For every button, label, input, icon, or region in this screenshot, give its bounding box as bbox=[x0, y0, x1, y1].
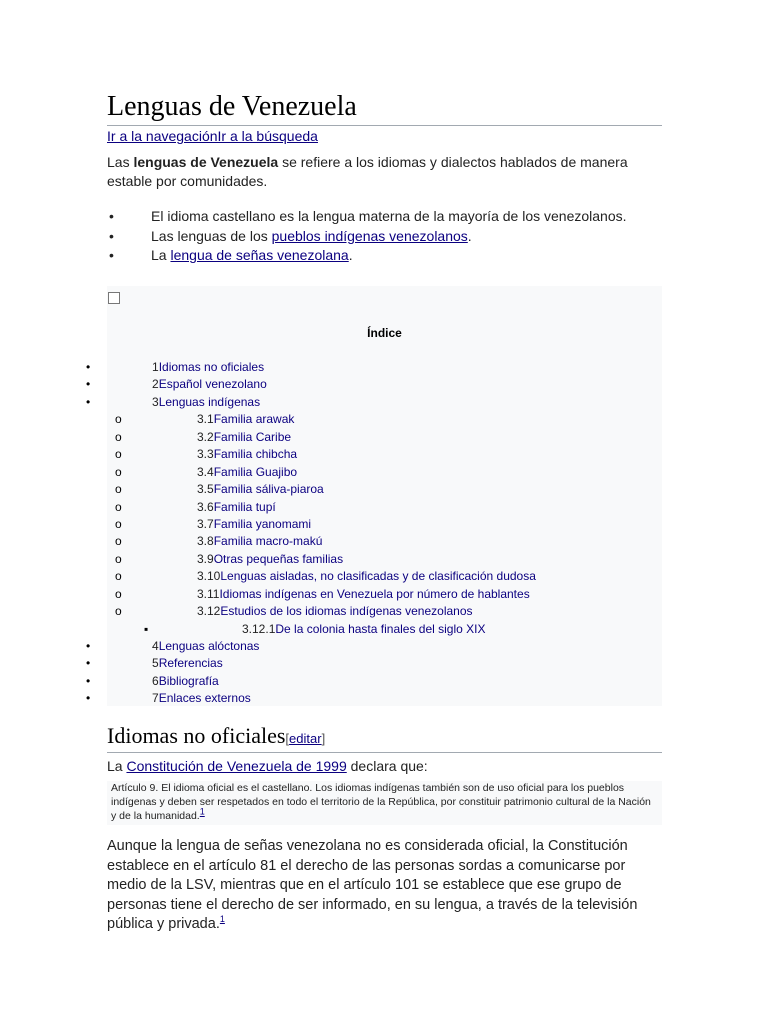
toc-item-entry[interactable] bbox=[197, 429, 291, 446]
intro-pre: Las bbox=[107, 154, 134, 170]
toc-item-number: 3.8 bbox=[197, 534, 214, 549]
bullet-text: La bbox=[151, 247, 171, 263]
bullet-marker: • bbox=[109, 208, 114, 224]
bullet-text: El idioma castellano es la lengua materna de la mayoría de los venezolanos. bbox=[151, 208, 627, 224]
toc-item-link[interactable]: Español venezolano bbox=[158, 377, 267, 392]
bullet-text: Las lenguas de los bbox=[151, 227, 272, 244]
toc-item-entry[interactable] bbox=[152, 655, 223, 672]
bullet-post: . bbox=[348, 247, 353, 263]
toc-item-number: 3.1 bbox=[197, 412, 214, 427]
toc-bullet-marker: • bbox=[86, 377, 91, 392]
edit-section-link-wrapper bbox=[285, 731, 325, 746]
toc-item-entry[interactable] bbox=[197, 603, 473, 620]
toc-item-number: 3.12 bbox=[197, 604, 221, 619]
constitution-sentence bbox=[107, 757, 428, 776]
toc-item-number: 3 bbox=[152, 394, 159, 409]
jump-to-navigation-link[interactable]: Ir a la navegación bbox=[107, 128, 218, 144]
toc-item-link[interactable]: Estudios de los idiomas indígenas venezolanos bbox=[220, 604, 473, 619]
toc-item-number: 7 bbox=[152, 691, 159, 706]
toc-item-number: 3.3 bbox=[197, 447, 214, 462]
toc-item-link[interactable]: Idiomas indígenas en Venezuela por número de hablantes bbox=[219, 586, 530, 601]
toc-item-entry[interactable] bbox=[197, 446, 297, 463]
toc-bullet-marker: o bbox=[115, 586, 122, 601]
pueblos-indigenas-link[interactable]: pueblos indígenas venezolanos bbox=[271, 227, 468, 244]
toc-bullet-marker: o bbox=[115, 482, 122, 497]
toc-item-entry[interactable] bbox=[197, 551, 343, 568]
toc-item-entry[interactable] bbox=[152, 359, 264, 376]
toc-bullet-marker: o bbox=[115, 551, 122, 566]
bullet-marker: • bbox=[109, 227, 114, 244]
toc-item-entry[interactable] bbox=[197, 533, 322, 550]
toc-item-number: 3.2 bbox=[197, 429, 214, 444]
list-item bbox=[107, 227, 627, 247]
toc-item-link[interactable]: Lenguas aisladas, no clasificadas y de clasificación dudosa bbox=[220, 569, 536, 584]
toc-item-number: 2 bbox=[152, 377, 159, 392]
toc-item-entry[interactable] bbox=[197, 499, 276, 516]
bullet-post: . bbox=[467, 227, 472, 244]
toc-item-number: 3.10 bbox=[197, 569, 221, 584]
constitucion-link[interactable]: Constitución de Venezuela de 1999 bbox=[126, 758, 347, 774]
toc-item-number: 3.5 bbox=[197, 482, 214, 497]
toc-item-entry[interactable] bbox=[197, 568, 536, 585]
toc-item-link[interactable]: Familia macro-makú bbox=[213, 534, 323, 549]
toc-bullet-marker: o bbox=[115, 534, 122, 549]
toc-bullet-marker: • bbox=[86, 673, 91, 688]
toc-bullet-marker: o bbox=[115, 604, 122, 619]
toc-item-entry[interactable] bbox=[242, 621, 486, 638]
toc-item-link[interactable]: Idiomas no oficiales bbox=[158, 360, 265, 374]
toc-item-link[interactable]: Lenguas indígenas bbox=[158, 394, 261, 409]
toc-item-link[interactable]: De la colonia hasta finales del siglo XIX bbox=[275, 621, 486, 636]
toc-bullet-marker: • bbox=[86, 394, 91, 409]
toc-item-entry[interactable] bbox=[152, 638, 259, 655]
toc-item-number: 3.6 bbox=[197, 499, 214, 514]
toc-bullet-marker: • bbox=[86, 639, 91, 653]
toc-item-link[interactable]: Familia yanomami bbox=[213, 516, 312, 531]
toc-item-link[interactable]: Familia Guajibo bbox=[213, 464, 298, 479]
jump-to-search-link[interactable]: Ir a la búsqueda bbox=[217, 128, 318, 144]
edit-section-link[interactable]: editar bbox=[289, 731, 322, 746]
toc-bullet-marker: o bbox=[115, 447, 122, 462]
toc-item-entry[interactable] bbox=[152, 376, 267, 393]
toc-item-link[interactable]: Referencias bbox=[158, 656, 223, 671]
list-item bbox=[107, 207, 627, 227]
list-item bbox=[107, 246, 627, 266]
toc-item-number: 3.9 bbox=[197, 551, 214, 566]
reference-link[interactable]: 1 bbox=[219, 914, 225, 925]
sign-language-paragraph bbox=[107, 837, 662, 935]
toc-item-link[interactable]: Familia tupí bbox=[213, 499, 276, 514]
quote-text: Artículo 9. El idioma oficial es el castellano. Los idiomas indígenas también son de uso oficial para los pueblos indígenas y deben ser respetados en todo el territorio de la República, por constituir patrimonio cultural de la Nación y de la humanidad. bbox=[111, 782, 651, 822]
page-title: Lenguas de Venezuela bbox=[107, 90, 662, 126]
toc-item-link[interactable]: Lenguas alóctonas bbox=[158, 639, 260, 653]
toc-item-number: 6 bbox=[152, 673, 159, 688]
toc-item-number: 3.7 bbox=[197, 516, 214, 531]
toc-bullet-marker: ▪ bbox=[144, 621, 149, 636]
toc-item-entry[interactable] bbox=[152, 690, 251, 707]
section-heading-text: Idiomas no oficiales bbox=[107, 723, 286, 748]
toc-item-link[interactable]: Familia sáliva-piaroa bbox=[213, 482, 324, 497]
bullet-marker: • bbox=[109, 247, 114, 263]
toc-item-link[interactable]: Otras pequeñas familias bbox=[213, 551, 344, 566]
toc-item-entry[interactable] bbox=[197, 586, 530, 603]
toc-item-link[interactable]: Familia Caribe bbox=[213, 429, 292, 444]
toc-item-number: 3.12.1 bbox=[242, 621, 276, 636]
edit-bracket-close: ] bbox=[321, 731, 326, 746]
const-post: declara que: bbox=[346, 758, 428, 774]
toc-item-entry[interactable] bbox=[197, 464, 297, 481]
toc-item-link[interactable]: Bibliografía bbox=[158, 673, 219, 688]
intro-post: se refiere a los idiomas y dialectos hablados de manera estable por comunidades. bbox=[107, 154, 628, 189]
toc-bullet-marker: o bbox=[115, 499, 122, 514]
constitution-quote bbox=[107, 781, 662, 825]
edit-bracket-open: [ bbox=[285, 731, 290, 746]
toc-item-link[interactable]: Familia chibcha bbox=[213, 447, 298, 462]
jump-links bbox=[107, 127, 318, 145]
toc-item-entry[interactable] bbox=[197, 516, 311, 533]
toc-bullet-marker: o bbox=[115, 516, 122, 531]
paragraph-text: Aunque la lengua de señas venezolana no es considerada oficial, la Constitución establece en el artículo 81 el derecho de las personas sordas a comunicarse por medio de la LSV, mientras que en el artículo 101 se establece que ese grupo de personas tiene el derecho de ser informado, en su lengua, a través de la televisión pública y privada. bbox=[107, 838, 638, 932]
toc-item-link[interactable]: Familia arawak bbox=[213, 412, 295, 427]
lengua-de-senas-link[interactable]: lengua de señas venezolana bbox=[170, 247, 349, 263]
toc-item-entry[interactable] bbox=[152, 673, 219, 690]
reference-link[interactable]: 1 bbox=[199, 806, 205, 817]
toc-bullet-marker: • bbox=[86, 360, 91, 374]
toc-item-entry[interactable] bbox=[197, 481, 324, 498]
toc-item-number: 3.4 bbox=[197, 464, 214, 479]
toc-item-number: 3.11 bbox=[197, 586, 220, 601]
section-heading-idiomas-no-oficiales bbox=[107, 723, 662, 753]
toc-bullet-marker: o bbox=[115, 569, 122, 584]
toc-bullet-marker: • bbox=[86, 656, 91, 671]
toc-bullet-marker: o bbox=[115, 429, 122, 444]
toc-title: Índice bbox=[367, 326, 402, 340]
toc-item-entry[interactable] bbox=[152, 394, 260, 411]
toc-toggle-checkbox[interactable] bbox=[108, 292, 120, 304]
intro-bullet-list bbox=[107, 207, 627, 266]
intro-paragraph bbox=[107, 153, 647, 191]
toc-item-entry[interactable] bbox=[197, 411, 294, 428]
toc-bullet-marker: o bbox=[115, 464, 122, 479]
toc-item-number: 5 bbox=[152, 656, 159, 671]
toc-bullet-marker: o bbox=[115, 412, 122, 427]
toc-item-number: 1 bbox=[152, 360, 159, 374]
toc-item-link[interactable]: Enlaces externos bbox=[158, 691, 251, 706]
const-pre: La bbox=[107, 758, 127, 774]
toc-item-number: 4 bbox=[152, 639, 159, 653]
toc-bullet-marker: • bbox=[86, 691, 91, 706]
intro-bold-term: lenguas de Venezuela bbox=[133, 154, 279, 170]
